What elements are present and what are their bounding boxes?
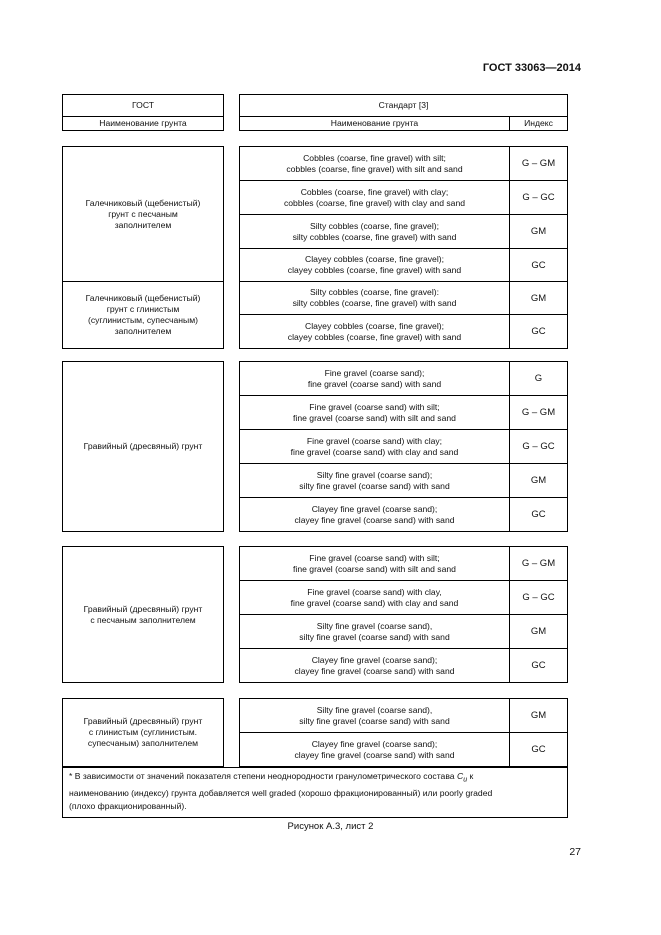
soil-index-cell: GM	[510, 615, 567, 649]
soil-index-cell: G – GC	[510, 430, 567, 464]
soil-index-cell: GM	[510, 282, 567, 315]
gost-group-box	[62, 361, 224, 532]
soil-name-cell: Clayey fine gravel (coarse sand); clayey fine gravel (coarse sand) with sand	[240, 733, 510, 766]
soil-name-cell: Silty cobbles (coarse, fine gravel); silty cobbles (coarse, fine gravel) with sand	[240, 215, 510, 249]
soil-name-cell: Clayey cobbles (coarse, fine gravel); clayey cobbles (coarse, fine gravel) with sand	[240, 315, 510, 348]
standard-header-box	[239, 94, 568, 131]
soil-index-cell: GC	[531, 660, 546, 671]
soil-name-cell: Fine gravel (coarse sand); fine gravel (coarse sand) with sand	[240, 362, 510, 396]
soil-index-cell: GC	[531, 509, 546, 520]
soil-name-cell: Fine gravel (coarse sand) with silt; fine gravel (coarse sand) with silt and sand	[240, 547, 510, 581]
gost-soil-label: Галечниковый (щебенистый) грунт с песчаным заполнителем	[63, 147, 223, 282]
connector-vertical	[239, 560, 240, 667]
document-code: ГОСТ 33063—2014	[482, 62, 581, 74]
footnote-line-3: (плохо фракционированный).	[69, 800, 187, 811]
soil-name-cell: Clayey fine gravel (coarse sand); clayey fine gravel (coarse sand) with sand	[240, 498, 510, 531]
gost-group-box	[62, 698, 224, 767]
footnote-line-1	[69, 770, 561, 787]
soil-index-cell: GC	[510, 249, 567, 282]
soil-name-cell: Silty fine gravel (coarse sand), silty fine gravel (coarse sand) with sand	[240, 615, 510, 649]
standard-group-box	[239, 546, 568, 683]
soil-index-cell: G – GC	[510, 181, 567, 215]
connector-vertical	[239, 160, 240, 333]
soil-index-cell: GM	[510, 464, 567, 498]
soil-name-cell: Fine gravel (coarse sand) with clay, fine gravel (coarse sand) with clay and sand	[240, 581, 510, 615]
connector-vertical	[239, 712, 240, 751]
soil-name-cell: Silty fine gravel (coarse sand); silty fine gravel (coarse sand) with sand	[240, 464, 510, 498]
gost-group-box	[62, 146, 224, 349]
gost-soil-label: Галечниковый (щебенистый) грунт с глинистым (суглинистым, супесчаным) заполнителем	[85, 293, 201, 336]
standard-group-box	[239, 146, 568, 349]
gost-soil-label: Гравийный (дресвяный) грунт с песчаным заполнителем	[83, 603, 203, 625]
standard-header-name-col: Наименование грунта	[240, 117, 510, 130]
soil-index-cell: G	[510, 362, 567, 396]
standard-group-box	[239, 361, 568, 532]
soil-name-cell: Silty fine gravel (coarse sand), silty fine gravel (coarse sand) with sand	[240, 699, 510, 733]
soil-name-cell: Clayey fine gravel (coarse sand); clayey fine gravel (coarse sand) with sand	[240, 649, 510, 682]
soil-name-cell: Fine gravel (coarse sand) with clay; fine gravel (coarse sand) with clay and sand	[240, 430, 510, 464]
soil-name-cell: Silty cobbles (coarse, fine gravel): silty cobbles (coarse, fine gravel) with sand	[240, 282, 510, 315]
figure-caption: Рисунок А.3, лист 2	[287, 821, 374, 832]
gost-group-box	[62, 546, 224, 683]
soil-index-cell: GM	[510, 699, 567, 733]
gost-header-title: ГОСТ	[63, 95, 223, 117]
connector-vertical	[239, 375, 240, 516]
footnote-line-1-text: * В зависимости от значений показателя степени неоднородности гранулометрического состава	[69, 771, 457, 781]
soil-index-cell: GC	[531, 744, 546, 755]
soil-name-cell: Fine gravel (coarse sand) with silt; fine gravel (coarse sand) with silt and sand	[240, 396, 510, 430]
standard-header-index-col: Индекс	[524, 118, 553, 128]
gost-soil-label: Гравийный (дресвяный) грунт с глинистым (суглинистым. супесчаным) заполнителем	[83, 716, 203, 748]
footnote-line-2: наименованию (индексу) грунта добавляется well graded (хорошо фракционированный) или poorly graded	[69, 787, 493, 798]
footnote-variable: C	[456, 771, 464, 781]
soil-index-cell: G – GM	[510, 396, 567, 430]
soil-index-cell: GM	[510, 215, 567, 249]
gost-soil-label: Гравийный (дресвяный) грунт	[83, 441, 203, 451]
soil-index-cell: GC	[531, 326, 546, 337]
footnote	[62, 767, 568, 818]
soil-index-cell: G – GM	[510, 147, 567, 181]
soil-name-cell: Cobbles (coarse, fine gravel) with silt; cobbles (coarse, fine gravel) with silt and sand	[240, 147, 510, 181]
soil-index-cell: G – GM	[510, 547, 567, 581]
page-number: 27	[569, 846, 581, 858]
gost-header-subtitle: Наименование грунта	[99, 118, 187, 128]
standard-group-box	[239, 698, 568, 767]
footnote-variable-subscript: u	[463, 776, 468, 784]
footnote-line-1-end: к	[467, 771, 474, 781]
standard-header-title: Стандарт [3]	[240, 95, 567, 117]
soil-name-cell: Cobbles (coarse, fine gravel) with clay; cobbles (coarse, fine gravel) with clay and sand	[240, 181, 510, 215]
gost-header-box	[62, 94, 224, 131]
soil-index-cell: G – GC	[510, 581, 567, 615]
soil-name-cell: Clayey cobbles (coarse, fine gravel); clayey cobbles (coarse, fine gravel) with sand	[240, 249, 510, 282]
